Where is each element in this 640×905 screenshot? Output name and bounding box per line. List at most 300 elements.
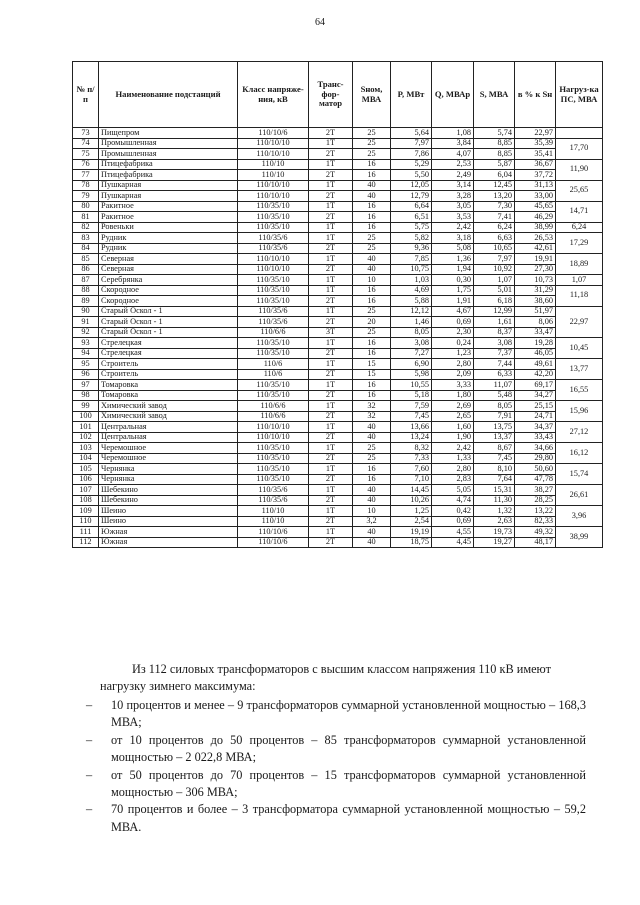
cell-percent: 45,65: [515, 201, 556, 212]
cell-voltage: 110/35/10: [238, 380, 309, 391]
cell-transformer: 1Т: [309, 401, 353, 412]
cell-percent: 35,39: [515, 138, 556, 149]
table-row: [73, 401, 603, 412]
cell-s: 5,48: [474, 390, 515, 401]
cell-voltage: 110/10/6: [238, 128, 309, 139]
table-row: [73, 159, 603, 170]
cell-p: 7,10: [391, 474, 432, 485]
cell-num: 79: [73, 191, 99, 202]
cell-name: Шеино: [99, 506, 238, 517]
cell-p: 14,45: [391, 485, 432, 496]
cell-name: Шебекино: [99, 485, 238, 496]
cell-name: Рудник: [99, 233, 238, 244]
cell-q: 1,90: [432, 432, 474, 443]
cell-q: 3,14: [432, 180, 474, 191]
cell-q: 5,05: [432, 485, 474, 496]
cell-s: 11,07: [474, 380, 515, 391]
cell-p: 10,55: [391, 380, 432, 391]
cell-voltage: 110/35/6: [238, 233, 309, 244]
cell-snom: 15: [353, 359, 391, 370]
cell-transformer: 2Т: [309, 128, 353, 139]
cell-q: 2,80: [432, 464, 474, 475]
cell-q: 0,42: [432, 506, 474, 517]
cell-q: 0,30: [432, 275, 474, 286]
header-snom: Sном, МВА: [353, 62, 391, 128]
cell-num: 84: [73, 243, 99, 254]
cell-s: 10,92: [474, 264, 515, 275]
cell-transformer: 2Т: [309, 453, 353, 464]
table-header-row: [73, 62, 603, 128]
cell-voltage: 110/35/10: [238, 296, 309, 307]
cell-voltage: 110/10/10: [238, 264, 309, 275]
cell-snom: 10: [353, 506, 391, 517]
cell-num: 77: [73, 170, 99, 181]
cell-transformer: 1Т: [309, 233, 353, 244]
cell-load: 6,24: [556, 222, 603, 233]
cell-snom: 25: [353, 243, 391, 254]
cell-snom: 16: [353, 474, 391, 485]
cell-s: 8,37: [474, 327, 515, 338]
cell-name: Промышленная: [99, 149, 238, 160]
cell-num: 81: [73, 212, 99, 223]
cell-q: 3,28: [432, 191, 474, 202]
cell-voltage: 110/35/10: [238, 464, 309, 475]
cell-transformer: 1Т: [309, 485, 353, 496]
table-row: [73, 170, 603, 181]
table-row: [73, 506, 603, 517]
cell-transformer: 1Т: [309, 254, 353, 265]
header-load: Нагруз-ка ПС, МВА: [556, 62, 603, 128]
cell-p: 7,97: [391, 138, 432, 149]
cell-q: 1,33: [432, 453, 474, 464]
cell-q: 1,08: [432, 128, 474, 139]
cell-p: 8,32: [391, 443, 432, 454]
cell-num: 99: [73, 401, 99, 412]
cell-num: 82: [73, 222, 99, 233]
cell-s: 5,01: [474, 285, 515, 296]
cell-percent: 46,29: [515, 212, 556, 223]
cell-voltage: 110/10/6: [238, 527, 309, 538]
cell-q: 1,94: [432, 264, 474, 275]
cell-voltage: 110/35/10: [238, 338, 309, 349]
table-row: [73, 338, 603, 349]
cell-s: 13,20: [474, 191, 515, 202]
table-row: [73, 275, 603, 286]
cell-s: 6,33: [474, 369, 515, 380]
cell-load: 16,12: [556, 443, 603, 464]
table-row: [73, 369, 603, 380]
cell-transformer: 2Т: [309, 495, 353, 506]
cell-snom: 10: [353, 275, 391, 286]
cell-p: 6,64: [391, 201, 432, 212]
table-row: [73, 485, 603, 496]
cell-snom: 40: [353, 191, 391, 202]
cell-num: 91: [73, 317, 99, 328]
table-row: [73, 191, 603, 202]
cell-snom: 16: [353, 464, 391, 475]
cell-name: Ракитное: [99, 212, 238, 223]
cell-s: 8,10: [474, 464, 515, 475]
cell-percent: 49,61: [515, 359, 556, 370]
cell-name: Стрелецкая: [99, 338, 238, 349]
cell-s: 7,91: [474, 411, 515, 422]
cell-q: 2,80: [432, 359, 474, 370]
cell-voltage: 110/35/10: [238, 474, 309, 485]
cell-q: 4,67: [432, 306, 474, 317]
cell-q: 4,74: [432, 495, 474, 506]
cell-percent: 27,30: [515, 264, 556, 275]
table-row: [73, 411, 603, 422]
cell-s: 5,74: [474, 128, 515, 139]
cell-snom: 32: [353, 411, 391, 422]
cell-num: 102: [73, 432, 99, 443]
cell-voltage: 110/35/6: [238, 485, 309, 496]
cell-transformer: 2Т: [309, 264, 353, 275]
cell-percent: 19,91: [515, 254, 556, 265]
cell-load: 15,74: [556, 464, 603, 485]
cell-name: Рудник: [99, 243, 238, 254]
table-row: [73, 516, 603, 527]
cell-transformer: 2Т: [309, 296, 353, 307]
cell-p: 10,26: [391, 495, 432, 506]
cell-percent: 13,22: [515, 506, 556, 517]
table-row: [73, 128, 603, 139]
cell-p: 1,25: [391, 506, 432, 517]
cell-percent: 47,78: [515, 474, 556, 485]
cell-snom: 25: [353, 306, 391, 317]
cell-transformer: 1Т: [309, 527, 353, 538]
cell-transformer: 2Т: [309, 170, 353, 181]
cell-load: 38,99: [556, 527, 603, 548]
cell-num: 111: [73, 527, 99, 538]
cell-voltage: 110/10: [238, 506, 309, 517]
table-row: [73, 348, 603, 359]
table-row: [73, 432, 603, 443]
cell-p: 6,90: [391, 359, 432, 370]
cell-s: 6,63: [474, 233, 515, 244]
cell-voltage: 110/6/6: [238, 327, 309, 338]
cell-q: 2,49: [432, 170, 474, 181]
cell-percent: 49,32: [515, 527, 556, 538]
cell-percent: 42,20: [515, 369, 556, 380]
cell-num: 109: [73, 506, 99, 517]
header-p: P, МВт: [391, 62, 432, 128]
cell-p: 5,29: [391, 159, 432, 170]
cell-load: 26,61: [556, 485, 603, 506]
table-row: [73, 306, 603, 317]
cell-num: 89: [73, 296, 99, 307]
cell-transformer: 1Т: [309, 275, 353, 286]
cell-num: 96: [73, 369, 99, 380]
cell-percent: 10,73: [515, 275, 556, 286]
cell-voltage: 110/10/10: [238, 191, 309, 202]
cell-voltage: 110/6/6: [238, 411, 309, 422]
cell-q: 1,23: [432, 348, 474, 359]
cell-p: 5,18: [391, 390, 432, 401]
cell-num: 80: [73, 201, 99, 212]
cell-name: Птицефабрика: [99, 170, 238, 181]
cell-transformer: 2Т: [309, 390, 353, 401]
cell-num: 104: [73, 453, 99, 464]
cell-p: 6,51: [391, 212, 432, 223]
cell-num: 92: [73, 327, 99, 338]
cell-num: 78: [73, 180, 99, 191]
cell-snom: 40: [353, 527, 391, 538]
table-row: [73, 222, 603, 233]
cell-p: 2,54: [391, 516, 432, 527]
cell-percent: 34,27: [515, 390, 556, 401]
cell-voltage: 110/10/10: [238, 254, 309, 265]
cell-snom: 16: [353, 390, 391, 401]
cell-percent: 34,37: [515, 422, 556, 433]
header-voltage: Класс напряже-ния, кВ: [238, 62, 309, 128]
cell-name: Ракитное: [99, 201, 238, 212]
cell-voltage: 110/35/10: [238, 222, 309, 233]
cell-s: 1,61: [474, 317, 515, 328]
cell-voltage: 110/35/10: [238, 201, 309, 212]
cell-p: 4,69: [391, 285, 432, 296]
cell-s: 12,99: [474, 306, 515, 317]
cell-snom: 40: [353, 432, 391, 443]
table-row: [73, 495, 603, 506]
header-percent: в % к Sн: [515, 62, 556, 128]
cell-s: 7,30: [474, 201, 515, 212]
cell-voltage: 110/10/10: [238, 432, 309, 443]
cell-load: 1,07: [556, 275, 603, 286]
table-row: [73, 474, 603, 485]
cell-snom: 25: [353, 443, 391, 454]
cell-name: Старый Оскол - 1: [99, 327, 238, 338]
table-row: [73, 180, 603, 191]
table-row: [73, 254, 603, 265]
cell-snom: 3,2: [353, 516, 391, 527]
cell-percent: 25,15: [515, 401, 556, 412]
cell-s: 7,37: [474, 348, 515, 359]
list-item: – 70 процентов и более – 3 трансформатора суммарной установленной мощностью – 59,2 МВА.: [86, 802, 586, 834]
cell-snom: 40: [353, 422, 391, 433]
cell-q: 5,08: [432, 243, 474, 254]
cell-num: 85: [73, 254, 99, 265]
cell-transformer: 2Т: [309, 516, 353, 527]
cell-voltage: 110/10/6: [238, 537, 309, 548]
cell-name: Северная: [99, 254, 238, 265]
cell-s: 2,63: [474, 516, 515, 527]
bullet-list: [86, 697, 586, 836]
cell-percent: 34,66: [515, 443, 556, 454]
cell-p: 7,86: [391, 149, 432, 160]
cell-voltage: 110/35/10: [238, 285, 309, 296]
cell-percent: 28,25: [515, 495, 556, 506]
cell-s: 1,07: [474, 275, 515, 286]
cell-p: 7,27: [391, 348, 432, 359]
cell-name: Птицефабрика: [99, 159, 238, 170]
cell-q: 3,05: [432, 201, 474, 212]
cell-q: 3,53: [432, 212, 474, 223]
table-row: [73, 422, 603, 433]
cell-num: 103: [73, 443, 99, 454]
cell-num: 75: [73, 149, 99, 160]
cell-transformer: 2Т: [309, 191, 353, 202]
table-body: [73, 128, 603, 548]
cell-percent: 29,80: [515, 453, 556, 464]
cell-transformer: 1Т: [309, 306, 353, 317]
cell-p: 10,75: [391, 264, 432, 275]
cell-percent: 37,72: [515, 170, 556, 181]
cell-p: 12,12: [391, 306, 432, 317]
table-row: [73, 296, 603, 307]
cell-name: Химический завод: [99, 411, 238, 422]
cell-percent: 82,33: [515, 516, 556, 527]
cell-num: 110: [73, 516, 99, 527]
cell-name: Старый Оскол - 1: [99, 306, 238, 317]
cell-q: 1,60: [432, 422, 474, 433]
cell-p: 5,98: [391, 369, 432, 380]
cell-percent: 31,13: [515, 180, 556, 191]
cell-s: 6,24: [474, 222, 515, 233]
cell-percent: 8,06: [515, 317, 556, 328]
cell-q: 1,91: [432, 296, 474, 307]
cell-name: Скородное: [99, 285, 238, 296]
table-row: [73, 443, 603, 454]
cell-voltage: 110/35/6: [238, 243, 309, 254]
cell-num: 100: [73, 411, 99, 422]
cell-s: 7,41: [474, 212, 515, 223]
cell-name: Скородное: [99, 296, 238, 307]
cell-name: Северная: [99, 264, 238, 275]
cell-percent: 48,17: [515, 537, 556, 548]
cell-percent: 38,60: [515, 296, 556, 307]
cell-q: 2,42: [432, 443, 474, 454]
summary-paragraph: Из 112 силовых трансформаторов с высшим классом напряжения 110 кВ имеют нагрузку зимнего максимума:: [100, 662, 551, 694]
table-row: [73, 390, 603, 401]
cell-q: 2,09: [432, 369, 474, 380]
cell-num: 86: [73, 264, 99, 275]
cell-transformer: 1Т: [309, 180, 353, 191]
table-row: [73, 380, 603, 391]
cell-q: 4,55: [432, 527, 474, 538]
cell-name: Стрелецкая: [99, 348, 238, 359]
cell-name: Чернянка: [99, 474, 238, 485]
cell-s: 13,75: [474, 422, 515, 433]
cell-snom: 16: [353, 170, 391, 181]
cell-load: 18,89: [556, 254, 603, 275]
cell-percent: 51,97: [515, 306, 556, 317]
table-row: [73, 212, 603, 223]
table-row: [73, 149, 603, 160]
cell-load: 16,55: [556, 380, 603, 401]
cell-snom: 40: [353, 254, 391, 265]
cell-p: 7,45: [391, 411, 432, 422]
cell-percent: 35,41: [515, 149, 556, 160]
cell-transformer: 2Т: [309, 317, 353, 328]
cell-transformer: 3Т: [309, 327, 353, 338]
cell-q: 2,30: [432, 327, 474, 338]
bullet-dash: –: [86, 802, 93, 817]
cell-num: 106: [73, 474, 99, 485]
cell-q: 1,80: [432, 390, 474, 401]
cell-name: Строитель: [99, 369, 238, 380]
list-item: – от 10 процентов до 50 процентов – 85 трансформаторов суммарной установленной мощностью – 2 022,8 МВА;: [86, 732, 586, 765]
cell-name: Центральная: [99, 432, 238, 443]
cell-s: 6,04: [474, 170, 515, 181]
cell-percent: 19,28: [515, 338, 556, 349]
cell-num: 93: [73, 338, 99, 349]
cell-q: 1,75: [432, 285, 474, 296]
cell-s: 7,45: [474, 453, 515, 464]
cell-name: Томаровка: [99, 380, 238, 391]
cell-q: 0,24: [432, 338, 474, 349]
cell-q: 4,45: [432, 537, 474, 548]
cell-voltage: 110/35/10: [238, 390, 309, 401]
cell-num: 98: [73, 390, 99, 401]
cell-transformer: 2Т: [309, 537, 353, 548]
cell-snom: 32: [353, 401, 391, 412]
table-row: [73, 327, 603, 338]
cell-name: Черемошное: [99, 453, 238, 464]
cell-p: 8,05: [391, 327, 432, 338]
cell-voltage: 110/10/10: [238, 138, 309, 149]
cell-p: 5,88: [391, 296, 432, 307]
cell-name: Старый Оскол - 1: [99, 317, 238, 328]
cell-voltage: 110/35/10: [238, 348, 309, 359]
cell-percent: 38,27: [515, 485, 556, 496]
cell-load: 17,70: [556, 138, 603, 159]
cell-p: 5,82: [391, 233, 432, 244]
cell-q: 4,07: [432, 149, 474, 160]
cell-p: 3,08: [391, 338, 432, 349]
cell-transformer: 1Т: [309, 422, 353, 433]
cell-p: 18,75: [391, 537, 432, 548]
table-row: [73, 138, 603, 149]
cell-snom: 16: [353, 285, 391, 296]
cell-s: 3,08: [474, 338, 515, 349]
cell-s: 8,05: [474, 401, 515, 412]
cell-transformer: 2Т: [309, 243, 353, 254]
cell-num: 90: [73, 306, 99, 317]
substation-load-table: [72, 61, 603, 548]
cell-s: 5,87: [474, 159, 515, 170]
cell-s: 15,31: [474, 485, 515, 496]
cell-percent: 33,43: [515, 432, 556, 443]
cell-load: 13,77: [556, 359, 603, 380]
cell-snom: 15: [353, 369, 391, 380]
cell-voltage: 110/10: [238, 516, 309, 527]
cell-transformer: 1Т: [309, 159, 353, 170]
page-number: 64: [315, 17, 325, 28]
header-q: Q, МВАр: [432, 62, 474, 128]
cell-voltage: 110/6: [238, 369, 309, 380]
cell-name: Шеино: [99, 516, 238, 527]
cell-voltage: 110/10: [238, 159, 309, 170]
cell-transformer: 1Т: [309, 380, 353, 391]
cell-name: Томаровка: [99, 390, 238, 401]
cell-transformer: 1Т: [309, 338, 353, 349]
cell-load: [556, 128, 603, 139]
cell-transformer: 1Т: [309, 443, 353, 454]
list-item: – 10 процентов и менее – 9 трансформаторов суммарной установленной мощностью – 168,3 МВА;: [86, 698, 586, 730]
cell-transformer: 1Т: [309, 464, 353, 475]
cell-load: 3,96: [556, 506, 603, 527]
cell-voltage: 110/35/6: [238, 306, 309, 317]
cell-snom: 40: [353, 180, 391, 191]
cell-num: 107: [73, 485, 99, 496]
cell-load: 27,12: [556, 422, 603, 443]
cell-snom: 25: [353, 233, 391, 244]
cell-snom: 20: [353, 317, 391, 328]
cell-name: Серебрянка: [99, 275, 238, 286]
cell-p: 1,03: [391, 275, 432, 286]
cell-name: Черемошное: [99, 443, 238, 454]
